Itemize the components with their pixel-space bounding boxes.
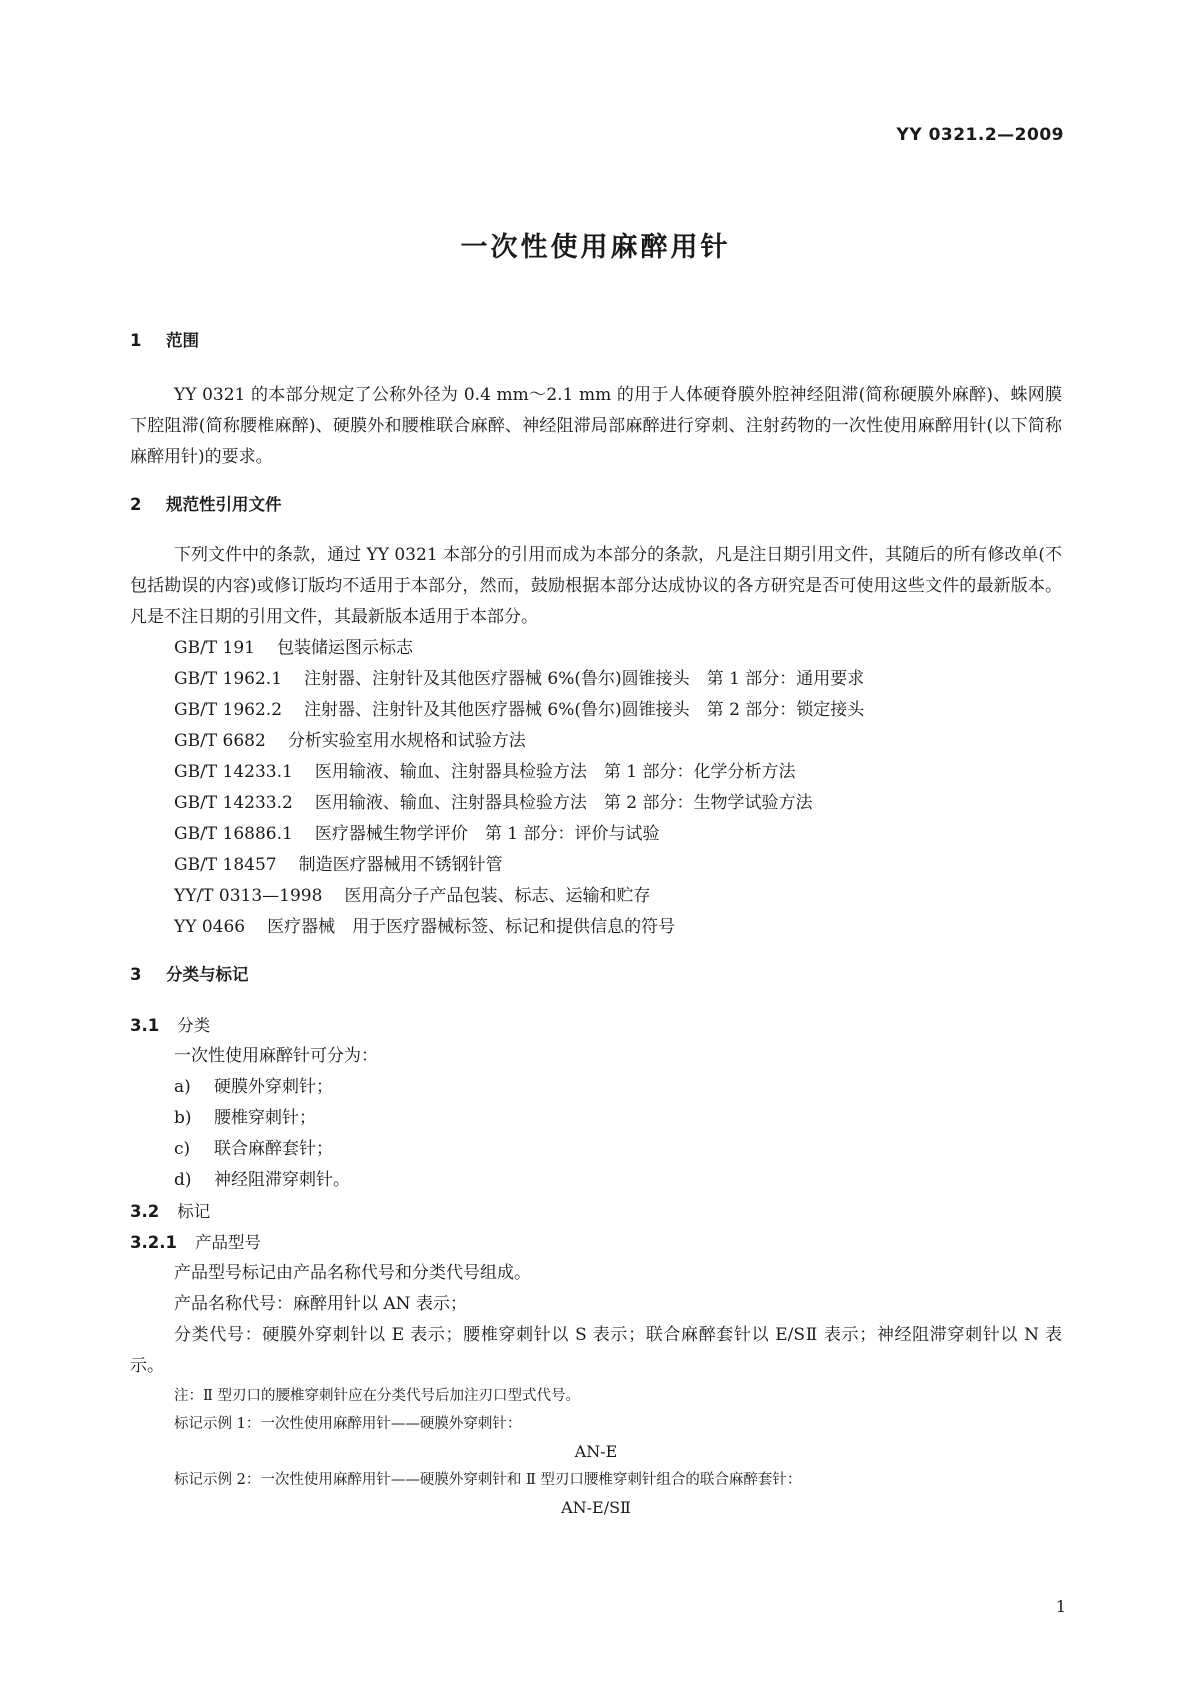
- reference-code: GB/T 16886.1: [174, 824, 293, 844]
- list-text: 联合麻醉套针；: [214, 1139, 333, 1159]
- reference-item: [174, 664, 1062, 695]
- section-2-paragraph: 下列文件中的条款，通过 YY 0321 本部分的引用而成为本部分的条款，凡是注日期引用文件，其随后的所有修改单(不包括勘误的内容)或修订版均不适用于本部分，然而，鼓励根据本部分达成协议的各方研究是否可使用这些文件的最新版本。凡是不注日期的引用文件，其最新版本适用于本部分。: [130, 545, 1062, 627]
- reference-item: [174, 912, 1062, 943]
- reference-title: 制造医疗器械用不锈钢针管: [298, 855, 503, 875]
- reference-code: GB/T 6682: [174, 731, 266, 751]
- reference-item: [174, 788, 1062, 819]
- subsection-number: 3.2: [130, 1202, 160, 1221]
- section-number: 1: [130, 331, 142, 350]
- subsection-3-1-heading: [130, 1010, 1062, 1041]
- subsection-title: 标记: [177, 1202, 211, 1221]
- list-item: [174, 1165, 1062, 1196]
- section-number: 3: [130, 965, 142, 984]
- example-1-label: 标记示例 1：一次性使用麻醉用针——硬膜外穿刺针：: [174, 1416, 522, 1432]
- reference-code: GB/T 18457: [174, 855, 277, 875]
- example-2-label: 标记示例 2：一次性使用麻醉用针——硬膜外穿刺针和 Ⅱ 型刃口腰椎穿刺针组合的联合麻醉套针：: [174, 1472, 802, 1488]
- classification-intro: 一次性使用麻醉针可分为：: [174, 1046, 378, 1066]
- section-1-heading: [130, 325, 1062, 356]
- section-number: 2: [130, 495, 142, 514]
- note-text: 注：Ⅱ 型刃口的腰椎穿刺针应在分类代号后加注刃口型式代号。: [174, 1388, 580, 1404]
- document-title: 一次性使用麻醉用针: [460, 232, 731, 263]
- example-2-code: AN-E/SⅡ: [561, 1498, 631, 1517]
- reference-title: 医疗器械 用于医疗器械标签、标记和提供信息的符号: [267, 917, 676, 937]
- subsection-number: 3.1: [130, 1016, 160, 1035]
- reference-item: [174, 726, 1062, 757]
- subsection-3-2-heading: [130, 1196, 1062, 1227]
- list-marker: a): [174, 1077, 191, 1097]
- section-title: 分类与标记: [166, 965, 249, 984]
- page-number: 1: [1055, 1597, 1066, 1616]
- standard-number: YY 0321.2—2009: [896, 125, 1064, 145]
- section-title: 范围: [166, 331, 199, 350]
- reference-title: 医用输液、输血、注射器具检验方法 第 1 部分：化学分析方法: [314, 762, 796, 782]
- model-line-1: 产品型号标记由产品名称代号和分类代号组成。: [174, 1263, 531, 1283]
- list-text: 硬膜外穿刺针；: [214, 1077, 333, 1097]
- subsection-title: 分类: [177, 1016, 211, 1035]
- list-item: [174, 1072, 1062, 1103]
- list-text: 神经阻滞穿刺针。: [214, 1170, 350, 1190]
- reference-item: [174, 881, 1062, 912]
- section-title: 规范性引用文件: [166, 495, 282, 514]
- reference-title: 分析实验室用水规格和试验方法: [287, 731, 526, 751]
- section-1-paragraph: YY 0321 的本部分规定了公称外径为 0.4 mm～2.1 mm 的用于人体硬脊膜外腔神经阻滞(简称硬膜外麻醉)、蛛网膜下腔阻滞(简称腰椎麻醉)、硬膜外和腰椎联合麻醉、神经阻滞局部麻醉进行穿刺、注射药物的一次性使用麻醉用针(以下简称麻醉用针)的要求。: [130, 385, 1062, 467]
- subsection-number: 3.2.1: [130, 1233, 177, 1252]
- reference-item: [174, 757, 1062, 788]
- normative-references-list: [130, 633, 1062, 943]
- reference-title: 医用输液、输血、注射器具检验方法 第 2 部分：生物学试验方法: [314, 793, 813, 813]
- section-2-heading: [130, 489, 1062, 520]
- reference-item: [174, 850, 1062, 881]
- example-1-code: AN-E: [574, 1442, 618, 1461]
- subsection-title: 产品型号: [194, 1233, 261, 1252]
- reference-code: GB/T 14233.2: [174, 793, 293, 813]
- reference-title: 医疗器械生物学评价 第 1 部分：评价与试验: [314, 824, 660, 844]
- reference-title: 注射器、注射针及其他医疗器械 6%(鲁尔)圆锥接头 第 1 部分：通用要求: [304, 669, 865, 689]
- reference-code: YY/T 0313—1998: [174, 886, 323, 906]
- reference-item: [174, 819, 1062, 850]
- subsection-3-2-1-heading: [130, 1227, 1062, 1258]
- reference-code: GB/T 1962.1: [174, 669, 283, 689]
- classification-list: [130, 1072, 1062, 1196]
- reference-code: GB/T 14233.1: [174, 762, 293, 782]
- list-item: [174, 1103, 1062, 1134]
- list-marker: d): [174, 1170, 192, 1190]
- model-line-3: 分类代号：硬膜外穿刺针以 E 表示；腰椎穿刺针以 S 表示；联合麻醉套针以 E/SⅡ 表示；神经阻滞穿刺针以 N 表示。: [130, 1325, 1062, 1376]
- reference-title: 医用高分子产品包装、标志、运输和贮存: [344, 886, 651, 906]
- reference-item: [174, 695, 1062, 726]
- model-line-2: 产品名称代号：麻醉用针以 AN 表示；: [174, 1294, 467, 1314]
- section-3-heading: [130, 959, 1062, 990]
- document-body: [130, 325, 1062, 1522]
- reference-title: 包装储运图示标志: [277, 638, 413, 658]
- reference-code: GB/T 1962.2: [174, 700, 283, 720]
- list-marker: c): [174, 1139, 191, 1159]
- list-text: 腰椎穿刺针；: [214, 1108, 316, 1128]
- reference-code: YY 0466: [174, 917, 246, 937]
- reference-item: [174, 633, 1062, 664]
- reference-code: GB/T 191: [174, 638, 255, 658]
- list-marker: b): [174, 1108, 192, 1128]
- list-item: [174, 1134, 1062, 1165]
- reference-title: 注射器、注射针及其他医疗器械 6%(鲁尔)圆锥接头 第 2 部分：锁定接头: [304, 700, 865, 720]
